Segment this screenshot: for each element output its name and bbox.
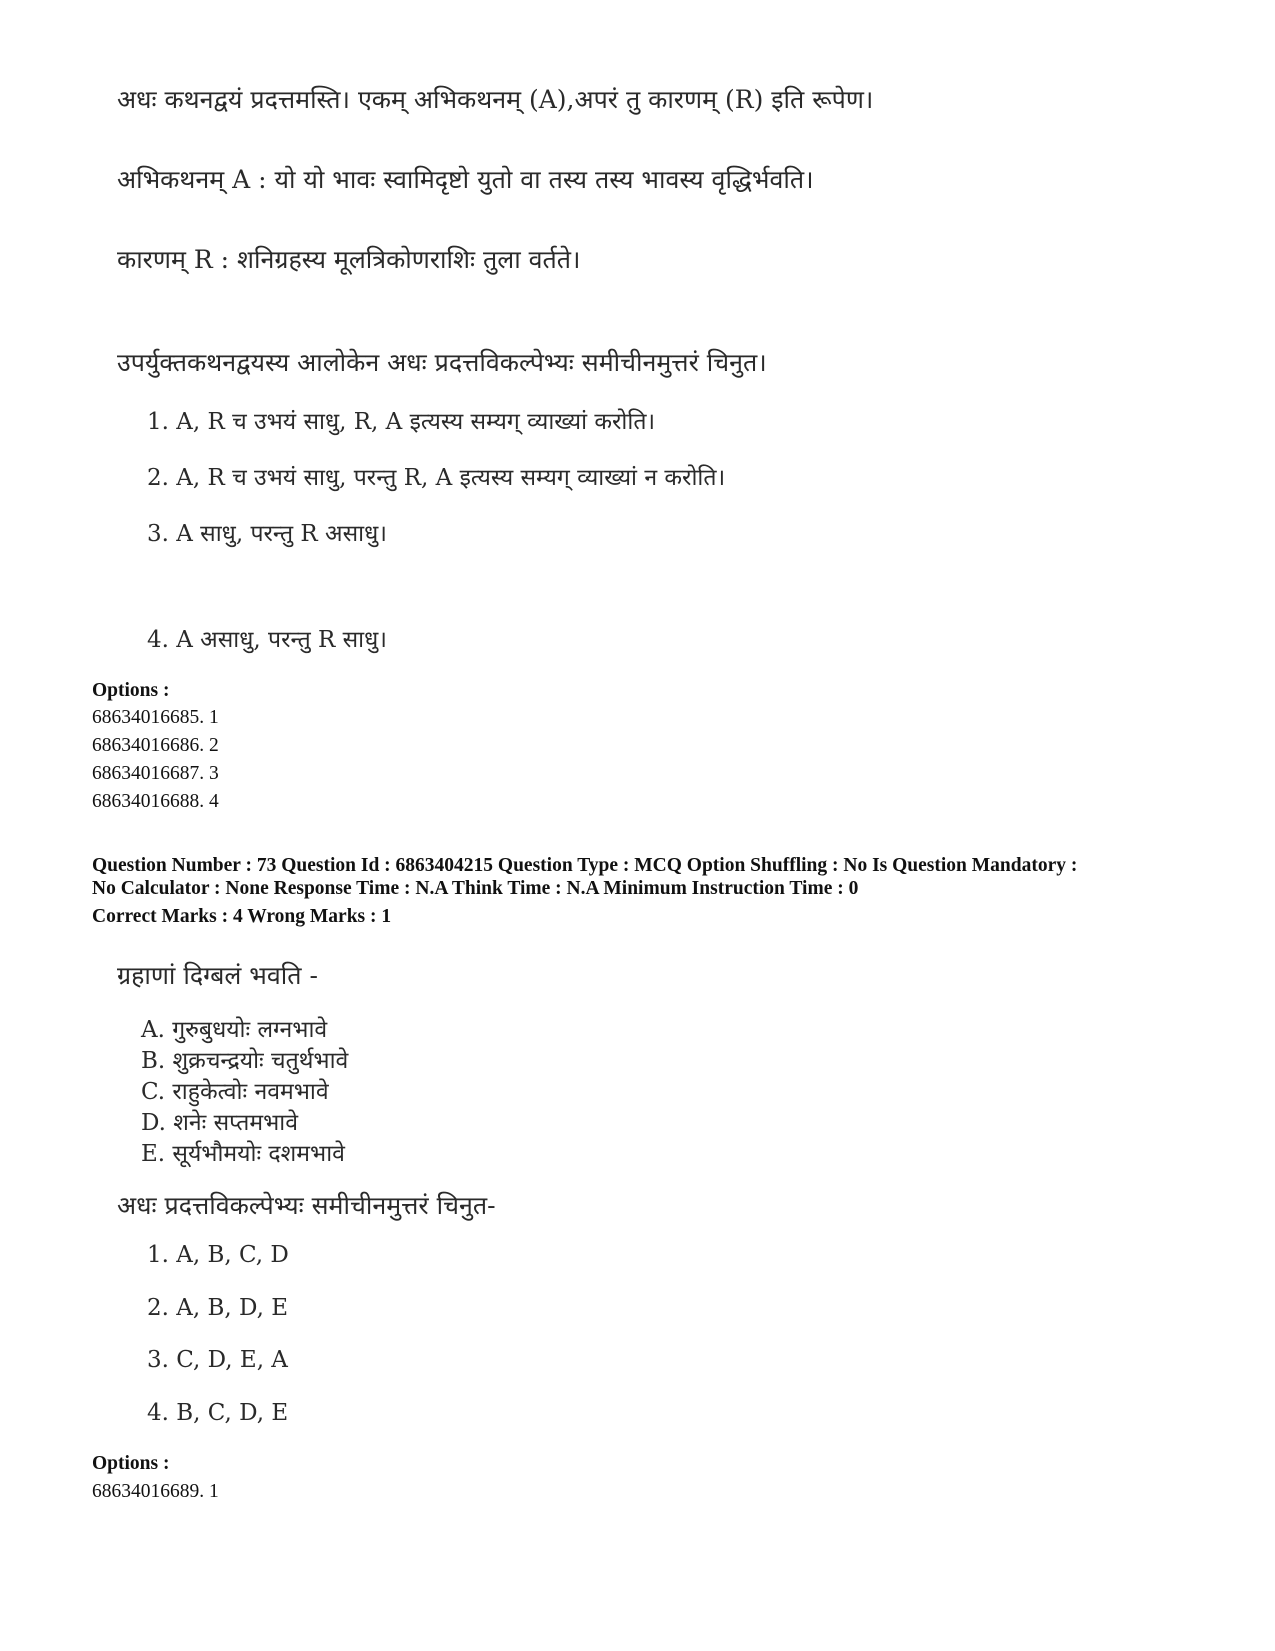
q73-statement-e: E. सूर्यभौमयोः दशमभावे bbox=[141, 1141, 345, 1167]
q72-reason: कारणम् R : शनिग्रहस्य मूलत्रिकोणराशिः तुला वर्तते। bbox=[117, 245, 581, 274]
q73-option-1: 68634016689. 1 bbox=[92, 1481, 219, 1502]
q73-marks: Correct Marks : 4 Wrong Marks : 1 bbox=[92, 906, 392, 927]
q72-option-4: 68634016688. 4 bbox=[92, 791, 219, 812]
q72-option-3: 68634016687. 3 bbox=[92, 763, 219, 784]
q73-choice-1: 1. A, B, C, D bbox=[147, 1242, 289, 1268]
q73-instruction: अधः प्रदत्तविकल्पेभ्यः समीचीनमुत्तरं चिनुत- bbox=[117, 1191, 496, 1220]
q73-choice-3: 3. C, D, E, A bbox=[147, 1347, 288, 1373]
q72-choice-2: 2. A, R च उभयं साधु, परन्तु R, A इत्यस्य सम्यग् व्याख्यां न करोति। bbox=[147, 465, 726, 491]
q72-assertion: अभिकथनम् A : यो यो भावः स्वामिदृष्टो युतो वा तस्य तस्य भावस्य वृद्धिर्भवति। bbox=[117, 165, 814, 194]
q72-option-2: 68634016686. 2 bbox=[92, 735, 219, 756]
q73-choice-4: 4. B, C, D, E bbox=[147, 1400, 289, 1426]
q72-options-label: Options : bbox=[92, 680, 170, 701]
q73-statement-d: D. शनेः सप्तमभावे bbox=[141, 1110, 299, 1136]
q73-choice-2: 2. A, B, D, E bbox=[147, 1295, 289, 1321]
q72-choice-4: 4. A असाधु, परन्तु R साधु। bbox=[147, 627, 387, 653]
q72-option-1: 68634016685. 1 bbox=[92, 707, 219, 728]
q73-options-label: Options : bbox=[92, 1453, 170, 1474]
q73-stem: ग्रहाणां दिग्बलं भवति - bbox=[117, 961, 318, 990]
q72-intro: अधः कथनद्वयं प्रदत्तमस्ति। एकम् अभिकथनम् (A),अपरं तु कारणम् (R) इति रूपेण। bbox=[117, 85, 874, 114]
q73-statement-b: B. शुक्रचन्द्रयोः चतुर्थभावे bbox=[141, 1048, 349, 1074]
q72-instruction: उपर्युक्तकथनद्वयस्य आलोकेन अधः प्रदत्तविकल्पेभ्यः समीचीनमुत्तरं चिनुत। bbox=[117, 348, 767, 377]
q72-choice-1: 1. A, R च उभयं साधु, R, A इत्यस्य सम्यग् व्याख्यां करोति। bbox=[147, 409, 656, 435]
q73-statement-c: C. राहुकेत्वोः नवमभावे bbox=[141, 1079, 329, 1105]
q73-meta-line2: No Calculator : None Response Time : N.A Think Time : N.A Minimum Instruction Time : 0 bbox=[92, 878, 859, 899]
q72-choice-3: 3. A साधु, परन्तु R असाधु। bbox=[147, 521, 387, 547]
q73-meta-line1: Question Number : 73 Question Id : 6863404215 Question Type : MCQ Option Shuffling : No Is Question Mandatory : bbox=[92, 855, 1078, 876]
q73-statement-a: A. गुरुबुधयोः लग्नभावे bbox=[141, 1017, 328, 1043]
